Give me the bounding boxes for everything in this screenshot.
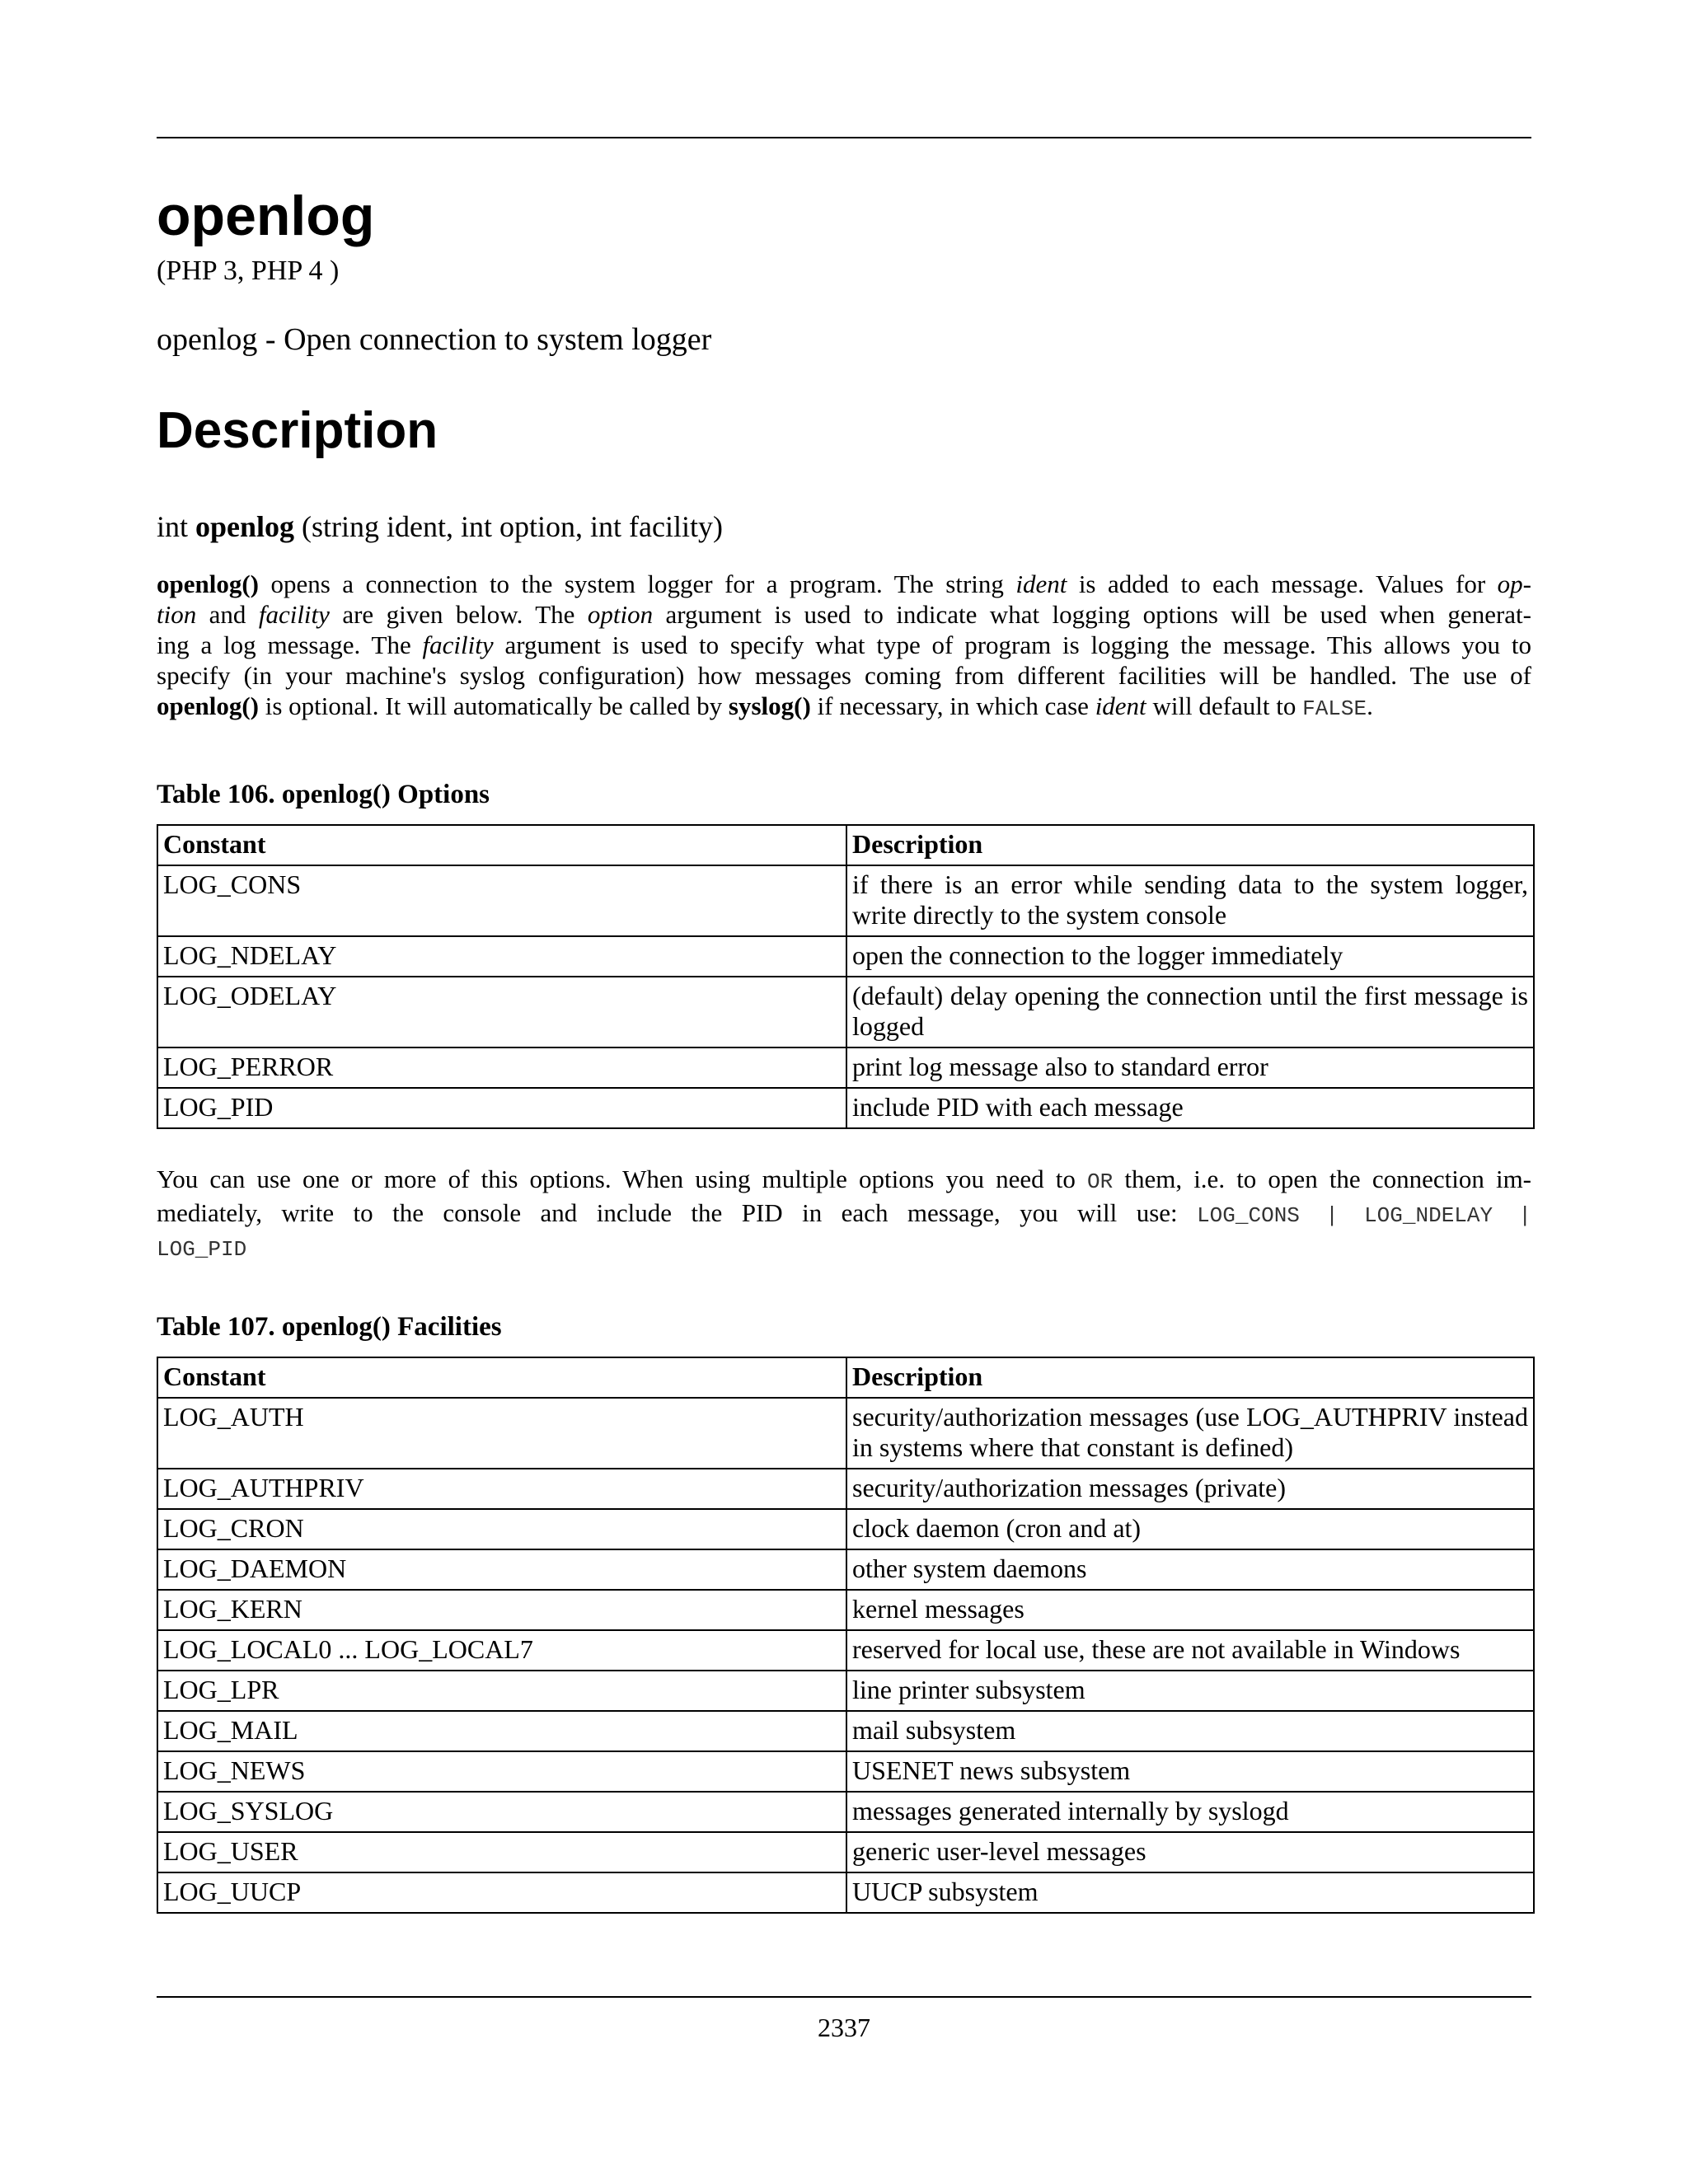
param-ref: facility [422,630,494,659]
constant-cell: LOG_SYSLOG [157,1792,846,1832]
constant-cell: LOG_DAEMON [157,1549,846,1590]
param-ref: facility [258,600,330,629]
description-paragraph [157,569,1531,724]
description-cell: include PID with each message [846,1088,1534,1128]
footer-rule [157,1996,1531,1998]
table-row [157,1751,1534,1792]
table-row [157,1630,1534,1671]
description-cell: messages generated internally by syslogd [846,1792,1534,1832]
synopsis-function-name: openlog [195,510,295,543]
table-row [157,1872,1534,1913]
operator-literal: OR [1086,1169,1114,1194]
text-run: if necessary, in which case [810,691,1095,720]
paragraph-line [157,599,1531,630]
constant-cell: LOG_AUTH [157,1398,846,1469]
constant-cell: LOG_MAIL [157,1711,846,1751]
text-run: will default to [1146,691,1303,720]
description-cell: generic user-level messages [846,1832,1534,1872]
table-row [157,1398,1534,1469]
description-cell: print log message also to standard error [846,1047,1534,1088]
column-header: Description [846,1357,1534,1398]
constant-cell: LOG_LPR [157,1671,846,1711]
synopsis-params: (string ident, int option, int facility) [302,510,723,543]
text-run: mediately, write to the console and include the PID in each message, you will use: [157,1198,1198,1227]
paragraph-line [157,630,1531,660]
description-cell: open the connection to the logger immediately [846,936,1534,977]
text-run: opens a connection to the system logger for a program. The string [259,569,1016,598]
function-ref: syslog() [728,691,811,720]
table-row [157,1832,1534,1872]
text-run: are given below. The [329,600,588,629]
function-ref: openlog() [157,691,259,720]
description-cell: reserved for local use, these are not available in Windows [846,1630,1534,1671]
code-literal: LOG_PID [157,1237,247,1262]
constant-literal: FALSE [1302,696,1367,721]
table-row [157,1469,1534,1509]
text-run: argument is used to indicate what logging options will be used when generat- [653,600,1531,629]
paragraph-line [157,1197,1531,1231]
text-run: . [1367,691,1373,720]
text-run: is optional. It will automatically be called by [259,691,729,720]
column-header: Constant [157,825,846,865]
description-cell: if there is an error while sending data to the system logger, write directly to the system console [846,865,1534,936]
table-row [157,1711,1534,1751]
table-row [157,936,1534,977]
constant-cell: LOG_UUCP [157,1872,846,1913]
text-run: argument is used to specify what type of program is logging the message. This allows you to [493,630,1531,659]
description-cell: UUCP subsystem [846,1872,1534,1913]
constant-cell: LOG_NEWS [157,1751,846,1792]
description-cell: line printer subsystem [846,1671,1534,1711]
table-row [157,1792,1534,1832]
constant-cell: LOG_USER [157,1832,846,1872]
paragraph-line [157,1164,1531,1197]
description-cell: (default) delay opening the connection until the first message is logged [846,977,1534,1047]
description-heading: Description [157,402,438,459]
constant-cell: LOG_CONS [157,865,846,936]
param-ref: tion [157,600,197,629]
facilities-table [157,1357,1535,1914]
table-row [157,1047,1534,1088]
constant-cell: LOG_CRON [157,1509,846,1549]
column-header: Constant [157,1357,846,1398]
param-ref: op- [1497,569,1531,598]
param-ref: ident [1095,691,1146,720]
param-ref: option [587,600,654,629]
description-cell: security/authorization messages (private) [846,1469,1534,1509]
page-title: openlog [157,185,375,247]
text-run: specify (in your machine's syslog configuration) how messages coming from different facilities will be handled. The use of [157,661,1531,690]
constant-cell: LOG_NDELAY [157,936,846,977]
description-cell: security/authorization messages (use LOG_AUTHPRIV instead in systems where that constant is defined) [846,1398,1534,1469]
constant-cell: LOG_ODELAY [157,977,846,1047]
table-row [157,1671,1534,1711]
constant-cell: LOG_KERN [157,1590,846,1630]
version-info: (PHP 3, PHP 4 ) [157,255,340,286]
table-title: Table 107. openlog() Facilities [157,1312,502,1342]
header-rule [157,137,1531,138]
function-ref: openlog() [157,569,259,598]
refname-purpose: openlog - Open connection to system logger [157,322,712,357]
text-run: them, i.e. to open the connection im- [1113,1165,1532,1193]
table-row [157,1590,1534,1630]
paragraph-line [157,691,1531,724]
text-run: You can use one or more of this options. When using multiple options you need to [157,1165,1087,1193]
description-cell: clock daemon (cron and at) [846,1509,1534,1549]
function-synopsis [157,509,723,544]
text-run: and [196,600,259,629]
synopsis-return-type: int [157,510,189,543]
constant-cell: LOG_LOCAL0 ... LOG_LOCAL7 [157,1630,846,1671]
options-table [157,824,1535,1129]
code-literal: LOG_CONS | LOG_NDELAY | [1197,1203,1532,1228]
paragraph-line [157,1231,1531,1265]
page-number: 2337 [818,2013,870,2042]
param-ref: ident [1015,569,1067,598]
text-run: ing a log message. The [157,630,423,659]
table-row [157,977,1534,1047]
description-cell: kernel messages [846,1590,1534,1630]
options-usage-paragraph [157,1164,1531,1265]
table-header-row [157,825,1534,865]
description-cell: other system daemons [846,1549,1534,1590]
description-cell: USENET news subsystem [846,1751,1534,1792]
text-run: is added to each message. Values for [1067,569,1498,598]
constant-cell: LOG_AUTHPRIV [157,1469,846,1509]
constant-cell: LOG_PID [157,1088,846,1128]
table-title: Table 106. openlog() Options [157,780,490,809]
paragraph-line [157,660,1531,691]
table-row [157,1088,1534,1128]
paragraph-line [157,569,1531,599]
table-row [157,865,1534,936]
constant-cell: LOG_PERROR [157,1047,846,1088]
table-row [157,1509,1534,1549]
table-row [157,1549,1534,1590]
description-cell: mail subsystem [846,1711,1534,1751]
table-header-row [157,1357,1534,1398]
column-header: Description [846,825,1534,865]
